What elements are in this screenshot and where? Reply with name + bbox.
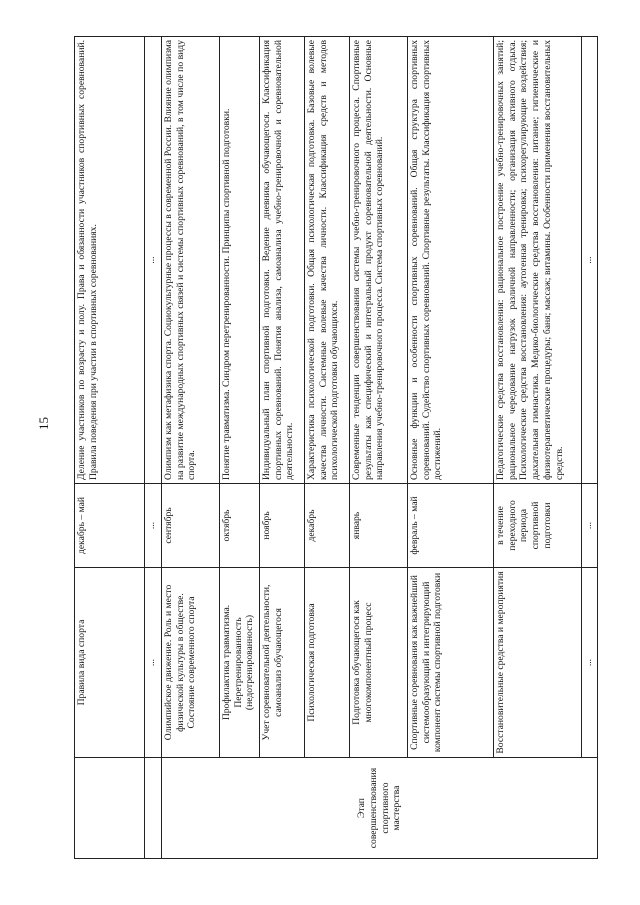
topic-cell: ... <box>145 568 162 758</box>
content-cell: Характеристика психологической подготовки. Общая психологическая подготовка. Базовые волевые качества личности. Системные волевые качества личности. Классификация средств и методов психологической подготовки обучающихся. <box>305 37 350 484</box>
topic-cell: Спортивные соревнования как важнейший системообразующий и интегрирующий компонент системы спортивной подготовки <box>408 568 494 758</box>
content-cell: Основные функции и особенности спортивных соревнований. Общая структура спортивных соревнований. Судейство спортивных соревнований. Спортивные результаты. Классификация спортивных достижений. <box>408 37 494 484</box>
table-row <box>350 37 408 859</box>
content-cell: ... <box>145 37 162 484</box>
period-cell: ... <box>582 484 598 568</box>
period-cell: декабрь – май <box>75 484 145 568</box>
stage-cell <box>75 758 145 859</box>
content-cell: Понятие травматизма. Синдром перетренированности. Принципы спортивной подготовки. <box>220 37 260 484</box>
topic-cell: Правила вида спорта <box>75 568 145 758</box>
period-cell: февраль – май <box>408 484 494 568</box>
table-row <box>220 37 260 859</box>
table-row <box>162 37 220 859</box>
content-cell: Современные тенденции совершенствования системы учебно-тренировочного процесса. Спортивные результаты как специфический и интегральный продукт соревновательной деятельности. Основные направления учебно-тренировочного процесса. Система спортивных соревнований. <box>350 37 408 484</box>
topic-cell: Подготовка обучающегося как многокомпонентный процесс <box>350 568 408 758</box>
rotated-table-wrapper <box>74 37 594 859</box>
table-row <box>408 37 494 859</box>
period-cell: в течение переходного периода спортивной подготовки <box>494 484 582 568</box>
table-row <box>582 37 598 859</box>
topic-cell: Профилактика травматизма. Перетренированность (недотренированность) <box>220 568 260 758</box>
plan-table <box>74 36 598 859</box>
topic-cell: Учет соревновательной деятельности, самоанализ обучающегося <box>260 568 305 758</box>
table-row <box>305 37 350 859</box>
table-row <box>145 37 162 859</box>
page-number: 15 <box>36 417 51 430</box>
topic-cell: Олимпийское движение. Роль и место физической культуры в обществе. Состояние современного спорта <box>162 568 220 758</box>
period-cell: январь <box>350 484 408 568</box>
topic-cell: ... <box>582 568 598 758</box>
table-row <box>260 37 305 859</box>
period-cell: ноябрь <box>260 484 305 568</box>
stage-cell: Этап совершенствования спортивного мастерства <box>162 758 598 859</box>
content-cell: ... <box>582 37 598 484</box>
content-cell: Педагогические средства восстановления: рациональное построение учебно-тренировочных занятий; рациональное чередование нагрузок различной направленности; организация активного отдыха. Психологические средства восстановления: аутогенная тренировка; психорегулирующие воздействия; дыхательная гимнастика. Медико-биологические средства восстановления: питание; гигиенические и физиотерапевтические процедуры; баня; массаж; витамины. Особенности применения восстановительных средств. <box>494 37 582 484</box>
period-cell: октябрь <box>220 484 260 568</box>
content-cell: Деление участников по возрасту и полу. Права и обязанности участников спортивных соревнований. Правила поведения при участии в спортивных соревнованиях. <box>75 37 145 484</box>
table-row <box>75 37 145 859</box>
stage-cell <box>145 758 162 859</box>
content-cell: Олимпизм как метафизика спорта. Социокультурные процессы в современной России. Влияние олимпизма на развитие международных спортивных связей и системы спортивных соревнований, в том числе по виду спорта. <box>162 37 220 484</box>
table-row <box>494 37 582 859</box>
period-cell: ... <box>145 484 162 568</box>
period-cell: декабрь <box>305 484 350 568</box>
topic-cell: Восстановительные средства и мероприятия <box>494 568 582 758</box>
topic-cell: Психологическая подготовка <box>305 568 350 758</box>
content-cell: Индивидуальный план спортивной подготовки. Ведение дневника обучающегося. Классификация спортивных соревнований. Понятия анализа, самоанализа учебно-тренировочной и соревновательной деятельности. <box>260 37 305 484</box>
period-cell: сентябрь <box>162 484 220 568</box>
